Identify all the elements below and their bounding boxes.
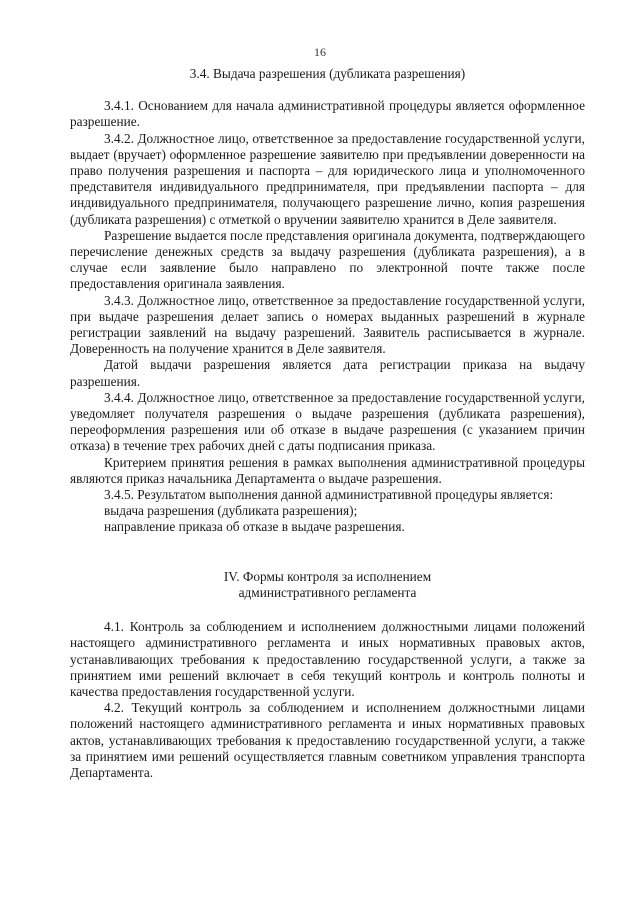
- paragraph-4-2: 4.2. Текущий контроль за соблюдением и исполнением должностными лицами положений настоящего административного регламента и иных нормативных правовых актов, устанавливающих требования к предоставлению государственной услуги, а также за принятием ими решений осуществляется главным советником управления транспорта Департамента.: [70, 700, 585, 780]
- document-body: [70, 66, 585, 781]
- section-heading-4: [70, 569, 585, 601]
- section-heading-4-line2: административного регламента: [238, 584, 417, 600]
- page-number: 16: [314, 45, 326, 59]
- result-item: направление приказа об отказе в выдаче разрешения.: [104, 519, 405, 535]
- paragraph-3-4-2: 3.4.2. Должностное лицо, ответственное за предоставление государственной услуги, выдает (вручает) оформленное разрешение заявителю при предъявлении доверенности на право получения разрешения и паспорта – для юридического лица и уполномоченного представителя индивидуального предпринимателя, при предъявлении паспорта – для индивидуального предпринимателя, получающего разрешение лично, копия разрешения (дубликата разрешения) с отметкой о вручении заявителю хранится в Деле заявителя.: [70, 130, 585, 227]
- paragraph-issue-date: Датой выдачи разрешения является дата регистрации приказа на выдачу разрешения.: [70, 357, 585, 389]
- paragraph-decision-criterion: Критерием принятия решения в рамках выполнения административной процедуры являются приказ начальника Департамента о выдаче разрешения.: [70, 454, 585, 486]
- paragraph-3-4-3: 3.4.3. Должностное лицо, ответственное за предоставление государственной услуги, при выдаче разрешения делает запись о номерах выданных разрешений в журнале регистрации заявлений на выдачу разрешений. Заявитель расписывается в журнале. Доверенность на получение хранится в Деле заявителя.: [70, 292, 585, 357]
- paragraph-3-4-1: 3.4.1. Основанием для начала административной процедуры является оформленное разрешение.: [70, 98, 585, 130]
- paragraph-issuance-condition: Разрешение выдается после представления оригинала документа, подтверждающего перечисление денежных средств за выдачу разрешения (дубликата разрешения), а в случае если заявление было направлено по электронной почте также после предоставления оригинала заявления.: [70, 227, 585, 292]
- result-item: выдача разрешения (дубликата разрешения);: [104, 503, 358, 519]
- paragraph-4-1: 4.1. Контроль за соблюдением и исполнением должностными лицами положений настоящего административного регламента и иных нормативных правовых актов, устанавливающих требования к предоставлению государственной услуги, а также за принятием ими решений включает в себя текущий контроль и контроль полноты и качества предоставления государственной услуги.: [70, 619, 585, 699]
- paragraph-3-4-5: 3.4.5. Результатом выполнения данной административной процедуры является:: [104, 487, 554, 503]
- paragraph-3-4-4: 3.4.4. Должностное лицо, ответственное за предоставление государственной услуги, уведомляет получателя разрешения о выдаче разрешения (дубликата разрешения), переоформления разрешения или об отказе в выдаче разрешения (с указанием причин отказа) в течение трех рабочих дней с даты подписания приказа.: [70, 389, 585, 454]
- section-heading-4-line1: IV. Формы контроля за исполнением: [223, 568, 432, 584]
- section-heading-3-4: 3.4. Выдача разрешения (дубликата разрешения): [189, 66, 466, 81]
